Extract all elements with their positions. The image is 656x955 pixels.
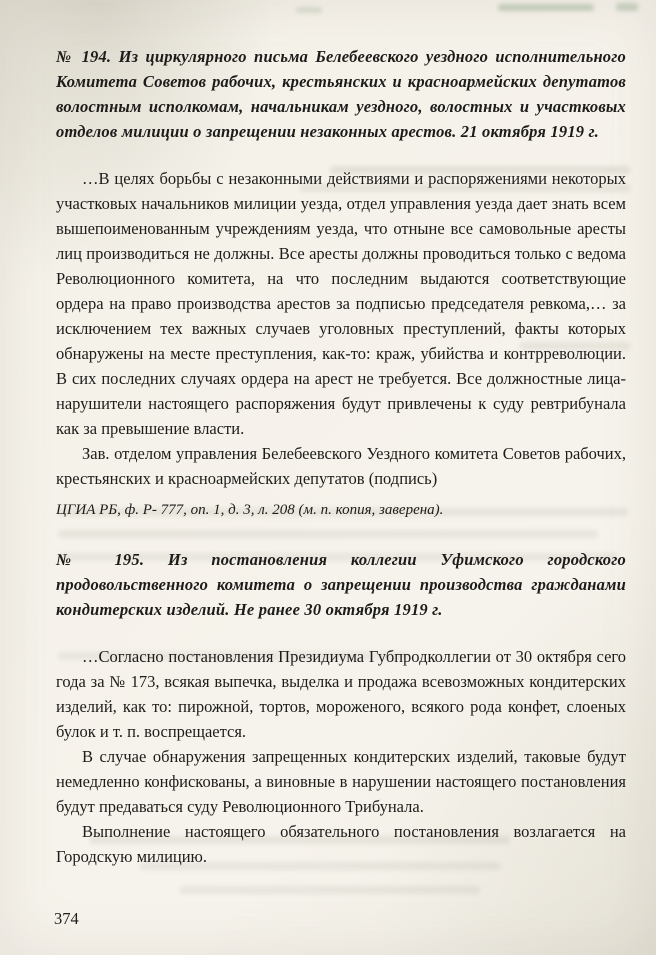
document-195 xyxy=(56,547,626,869)
document-194-paragraph: …В целях борьбы с незаконными действиями и распоряжениями некоторых участковых начальников милиции уезда, отдел управления уезда дает знать всем вышепоименованным учреждениям уезда, что отныне все самовольные аресты лиц производиться не должны. Все аресты должны проводиться только с ведома Революционного комитета, на что последним выдаются соответствующие ордера на право производства арестов за подписью председателя ревкома,… за исключением тех важных случаев уголовных преступлений, факты которых обнаружены на месте преступления, как-то: краж, убийства и контрреволюции. В сих последних случаях ордера на арест не требуется. Все должностные лица-нарушители настоящего распоряжения будут привлечены к суду ревтрибунала как за превышение власти. xyxy=(56,169,626,438)
document-195-heading: № 195. Из постановления коллегии Уфимского городского продовольственного комитета о запрещении производства гражданами кондитерских изделий. Не ранее 30 октября 1919 г. xyxy=(56,550,626,619)
archive-reference: ЦГИА РБ, ф. Р- 777, оп. 1, д. 3, л. 208 (м. п. копия, заверена). xyxy=(56,502,444,518)
document-195-paragraph: В случае обнаружения запрещенных кондитерских изделий, таковые будут немедленно конфискованы, а виновные в нарушении настоящего постановления будут предаваться суду Революционного Трибунала. xyxy=(56,747,626,816)
document-195-paragraph: Выполнение настоящего обязательного постановления возлагается на Городскую милицию. xyxy=(56,822,626,866)
document-194-signature: Зав. отделом управления Белебеевского Уездного комитета Советов рабочих, крестьянских и красноармейских депутатов (подпись) xyxy=(56,444,626,488)
spacer xyxy=(56,622,626,644)
document-195-paragraph: …Согласно постановления Президиума Губпродколлегии от 30 октября сего года за № 173, всякая выпечка, выделка и продажа всевозможных кондитерских изделий, как то: пирожной, тортов, мороженого, всякого рода конфет, слоеных булок и т. п. воспрещается. xyxy=(56,647,626,741)
spacer xyxy=(56,521,626,547)
bleed-through-artifact xyxy=(180,886,480,894)
document-194-heading: № 194. Из циркулярного письма Белебеевского уездного исполнительного Комитета Советов рабочих, крестьянских и красноармейских депутатов волостным исполкомам, начальникам уездного, волостных и участковых отделов милиции о запрещении незаконных арестов. 21 октября 1919 г. xyxy=(56,47,626,141)
page-number: 374 xyxy=(54,909,79,928)
document-194 xyxy=(56,44,626,521)
spacer xyxy=(56,144,626,166)
